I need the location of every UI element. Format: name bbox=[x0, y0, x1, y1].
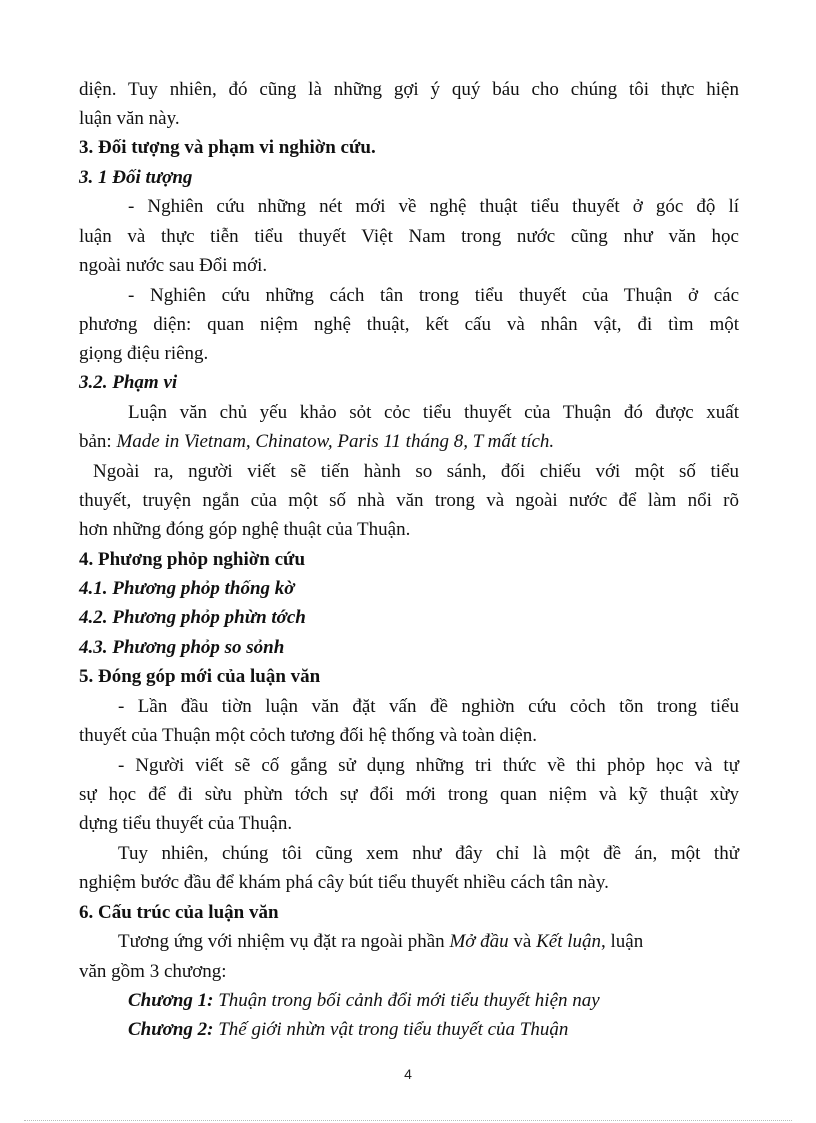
body-text-line: - Nghiên cứu những nét mới về nghệ thuật tiểu thuyết ở góc độ lí bbox=[128, 196, 739, 217]
body-text-line: giọng điệu riêng. bbox=[79, 343, 209, 364]
body-text-line: - Nghiên cứu những cách tân trong tiểu thuyết của Thuận ở các bbox=[128, 285, 739, 306]
body-text-run-italic: Kết luận bbox=[536, 931, 602, 952]
body-text-line: diện. Tuy nhiên, đó cũng là những gợi ý quý báu cho chúng tôi thực hiện bbox=[79, 79, 739, 100]
body-text-line: nghiệm bước đầu để khám phá cây bút tiểu thuyết nhiều cách tân này. bbox=[79, 872, 609, 893]
body-text-line: Luận văn chủ yếu khảo sỏt cỏc tiểu thuyết của Thuận đó được xuất bbox=[128, 402, 739, 423]
chapter-line bbox=[128, 1018, 788, 1042]
chapter-label: Chương 1: bbox=[128, 990, 214, 1011]
body-text-run: và bbox=[508, 931, 537, 952]
body-text-line: hơn những đóng góp nghệ thuật của Thuận. bbox=[79, 519, 411, 540]
chapter-title: Thế giới nhừn vật trong tiểu thuyết của Thuận bbox=[213, 1019, 569, 1040]
body-text-line: ngoài nước sau Đổi mới. bbox=[79, 255, 268, 276]
subsection-heading: 4.3. Phương phỏp so sỏnh bbox=[79, 637, 285, 658]
body-text-run: bản: bbox=[79, 431, 117, 452]
chapter-line bbox=[128, 989, 788, 1013]
body-text-run: Tương ứng với nhiệm vụ đặt ra ngoài phần bbox=[118, 931, 450, 952]
work-titles: Made in Vietnam, Chinatow, Paris 11 tháng 8, T mất tích. bbox=[116, 431, 555, 452]
page-number: 4 bbox=[404, 1066, 412, 1082]
body-text-line: thuyết, truyện ngắn của một số nhà văn trong và ngoài nước để làm nổi rõ bbox=[79, 490, 739, 511]
body-text-run: , luận bbox=[601, 931, 644, 952]
body-text-line: thuyết của Thuận một cỏch tương đối hệ thống và toàn diện. bbox=[79, 725, 537, 746]
body-text-line bbox=[118, 930, 739, 954]
body-text-line: luận và thực tiễn tiểu thuyết Việt Nam trong nước cũng như văn học bbox=[79, 226, 739, 247]
subsection-heading: 4.1. Phương phỏp thống kờ bbox=[79, 578, 295, 599]
body-text-line: - Lần đầu tiờn luận văn đặt vấn đề nghiờn cứu cỏch tõn trong tiểu bbox=[118, 696, 739, 717]
section-heading: 4. Phương phỏp nghiờn cứu bbox=[79, 549, 306, 570]
section-heading: 6. Cấu trúc của luận văn bbox=[79, 902, 279, 923]
body-text-line: dựng tiểu thuyết của Thuận. bbox=[79, 813, 293, 834]
body-text-line: sự học để đi sừu phừn tớch sự đổi mới trong quan niệm và kỹ thuật xừy bbox=[79, 784, 739, 805]
body-text-line: Ngoài ra, người viết sẽ tiến hành so sánh, đối chiếu với một số tiểu bbox=[93, 461, 739, 482]
body-text-line: phương diện: quan niệm nghệ thuật, kết cấu và nhân vật, đi tìm một bbox=[79, 314, 739, 335]
body-text-line: - Người viết sẽ cố gắng sử dụng những tri thức về thi phỏp học và tự bbox=[118, 755, 739, 776]
body-text-line bbox=[79, 430, 739, 454]
footer-divider bbox=[24, 1120, 792, 1121]
subsection-heading: 3.2. Phạm vi bbox=[79, 372, 178, 393]
chapter-label: Chương 2: bbox=[128, 1019, 214, 1040]
body-text-run-italic: Mở đầu bbox=[449, 931, 509, 952]
body-text-line: văn gồm 3 chương: bbox=[79, 961, 227, 982]
body-text-line: luận văn này. bbox=[79, 108, 180, 129]
section-heading: 3. Đối tượng và phạm vi nghiờn cứu. bbox=[79, 137, 376, 158]
subsection-heading: 4.2. Phương phỏp phừn tớch bbox=[79, 607, 306, 628]
section-heading: 5. Đóng góp mới của luận văn bbox=[79, 666, 321, 687]
body-text-line: Tuy nhiên, chúng tôi cũng xem như đây chỉ là một đề án, một thử bbox=[118, 843, 739, 864]
chapter-title: Thuận trong bối cảnh đổi mới tiểu thuyết hiện nay bbox=[213, 990, 600, 1011]
subsection-heading: 3. 1 Đối tượng bbox=[79, 167, 193, 188]
